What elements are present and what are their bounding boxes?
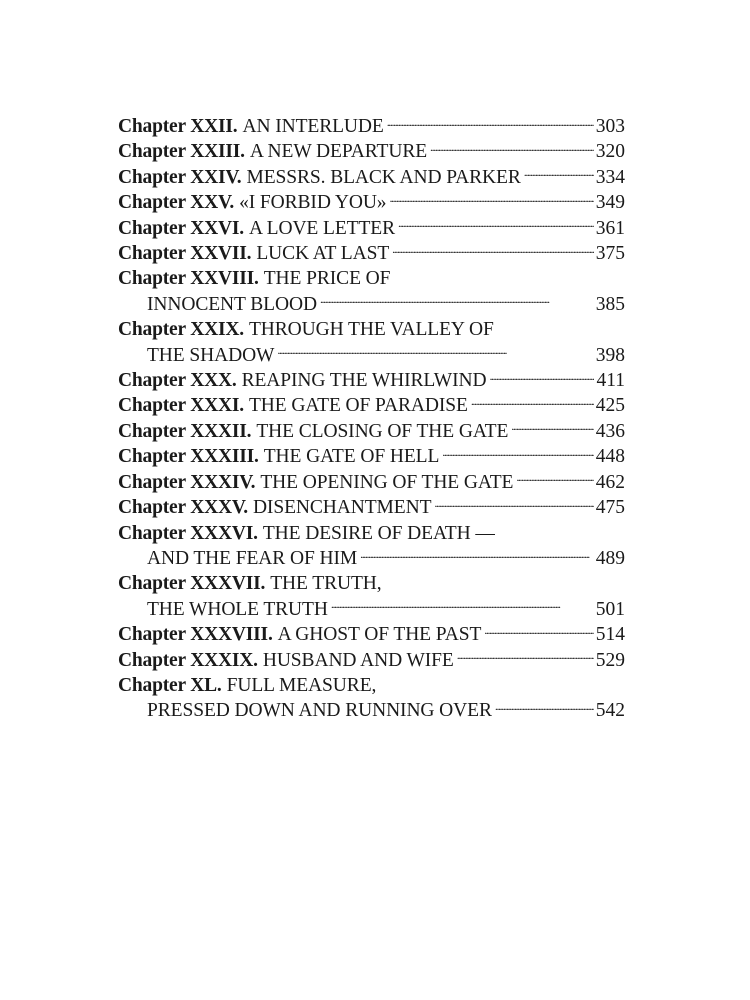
toc-entry [118,368,625,393]
chapter-title: THE OPENING OF THE GATE [260,471,514,493]
dot-leader [516,474,593,488]
chapter-title: REAPING THE WHIRLWIND [241,370,487,392]
chapter-number: Chapter XXXVIII. [118,624,273,646]
toc-entry-line [118,648,625,673]
chapter-title: A NEW DEPARTURE [249,141,428,163]
chapter-number: Chapter XXV. [118,192,235,214]
dot-leader [457,652,594,666]
toc-entry [118,470,625,495]
chapter-title: «I FORBID YOU» [239,192,387,214]
page-number: 398 [595,344,625,366]
toc-entry-line [118,521,625,546]
dot-leader [430,143,594,157]
chapter-title: FULL MEASURE, [226,674,377,696]
dot-leader [277,347,593,361]
page-number: 542 [595,700,625,722]
toc-entry-line [118,139,625,164]
toc-entry [118,190,625,215]
page-number: 425 [595,395,625,417]
chapter-number: Chapter XXX. [118,370,237,392]
dot-leader [387,118,594,132]
page-number: 462 [595,471,625,493]
chapter-number: Chapter XXXV. [118,497,248,519]
dot-leader [331,601,594,615]
chapter-number: Chapter XXXI. [118,395,244,417]
toc-entry [118,622,625,647]
chapter-number: Chapter XXXIV. [118,471,256,493]
toc-entry [118,444,625,469]
chapter-number: Chapter XXXIII. [118,446,259,468]
toc-entry-line [118,419,625,444]
chapter-title: LUCK AT LAST [256,243,390,265]
chapter-number: Chapter XL. [118,674,222,696]
chapter-title: AND THE FEAR OF HIM [147,547,358,569]
toc-entry-continuation [118,546,625,571]
chapter-number: Chapter XXXIX. [118,649,258,671]
page-number: 334 [595,166,625,188]
toc-entry [118,673,625,724]
toc-entry-line [118,216,625,241]
chapter-number: Chapter XXXVII. [118,573,266,595]
chapter-number: Chapter XXVIII. [118,268,259,290]
page-number: 411 [596,370,625,392]
toc-entry-line [118,470,625,495]
page-number: 436 [595,420,625,442]
chapter-title: THE WHOLE TRUTH [147,598,328,620]
chapter-number: Chapter XXIII. [118,141,245,163]
chapter-title: THE CLOSING OF THE GATE [256,420,509,442]
toc-entry [118,241,625,266]
page-number: 514 [595,624,625,646]
chapter-number: Chapter XXIX. [118,319,244,341]
toc-entry-line [118,622,625,647]
chapter-number: Chapter XXII. [118,116,238,137]
dot-leader [524,169,594,183]
toc-entry-line [118,393,625,418]
chapter-title: THE GATE OF HELL [263,446,440,468]
dot-leader [398,220,594,234]
dot-leader [495,702,594,716]
chapter-title: THE GATE OF PARADISE [248,395,468,417]
toc-entry-continuation [118,343,625,368]
chapter-number: Chapter XXXII. [118,420,252,442]
dot-leader [484,626,593,640]
toc-entry [118,393,625,418]
dot-leader [471,397,594,411]
page-number: 475 [595,497,625,519]
dot-leader [511,423,593,437]
page-number: 385 [595,293,625,315]
toc-entry-continuation [118,698,625,723]
chapter-title: INNOCENT BLOOD [147,293,317,315]
toc-entry-line [118,495,625,520]
page-number: 349 [595,192,625,214]
chapter-title: MESSRS. BLACK AND PARKER [246,166,521,188]
chapter-title: THE DESIRE OF DEATH — [262,522,495,544]
chapter-title: A GHOST OF THE PAST [277,624,482,646]
table-of-contents [118,114,625,724]
toc-entry-line [118,444,625,469]
toc-entry-line [118,114,625,139]
chapter-title: AN INTERLUDE [242,116,384,137]
page-number: 375 [595,243,625,265]
toc-entry-line [118,317,625,342]
toc-entry-line [118,241,625,266]
toc-entry-line [118,165,625,190]
toc-entry-line [118,673,625,698]
page-number: 448 [595,446,625,468]
dot-leader [442,448,594,462]
dot-leader [434,499,593,513]
toc-entry [118,114,625,139]
toc-entry-continuation [118,292,625,317]
toc-entry [118,266,625,317]
dot-leader [360,550,594,564]
dot-leader [392,245,594,259]
page-number: 489 [595,547,625,569]
toc-entry [118,495,625,520]
chapter-title: DISENCHANTMENT [252,497,432,519]
chapter-title: A LOVE LETTER [248,217,395,239]
chapter-title: THE SHADOW [147,344,275,366]
chapter-number: Chapter XXVI. [118,217,244,239]
toc-entry-line [118,571,625,596]
chapter-number: Chapter XXXVI. [118,522,258,544]
toc-entry [118,165,625,190]
chapter-title: THROUGH THE VALLEY OF [248,319,494,341]
dot-leader [489,372,594,386]
dot-leader [320,296,594,310]
toc-entry-continuation [118,597,625,622]
page-number: 501 [595,598,625,620]
toc-entry [118,648,625,673]
chapter-number: Chapter XXIV. [118,166,242,188]
toc-entry [118,571,625,622]
toc-entry-line [118,266,625,291]
toc-entry-line [118,190,625,215]
toc-entry-line [118,368,625,393]
chapter-title: PRESSED DOWN AND RUNNING OVER [147,700,492,722]
page-number: 303 [595,116,625,137]
chapter-title: THE PRICE OF [263,268,391,290]
page-number: 320 [595,141,625,163]
chapter-title: THE TRUTH, [270,573,382,595]
chapter-title: HUSBAND AND WIFE [262,649,454,671]
page-number: 361 [595,217,625,239]
toc-entry [118,216,625,241]
chapter-number: Chapter XXVII. [118,243,252,265]
dot-leader [389,194,593,208]
toc-entry [118,419,625,444]
toc-entry [118,317,625,368]
toc-entry [118,139,625,164]
page-number: 529 [595,649,625,671]
toc-entry [118,521,625,572]
